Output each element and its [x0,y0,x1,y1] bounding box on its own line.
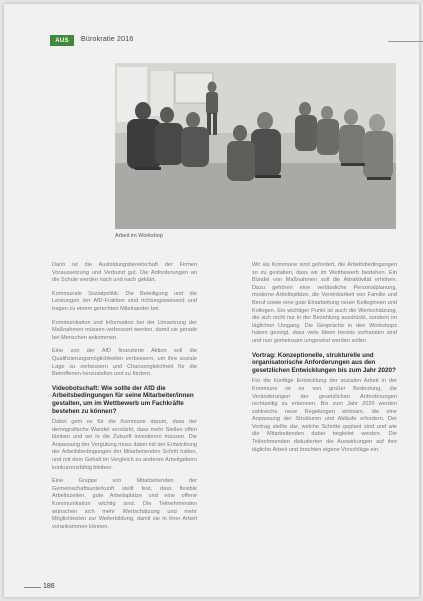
page-number: 186 [43,583,55,590]
left-paragraph: Eine von der AfD finanzierte Aktion soll die Qualifizierungsmöglichkeiten verbessern, um ihre soziale Lage zu verbessern und Chancengleichheit für die Betroffenen herzustellen und zu fördern. [52,348,197,378]
left-paragraph: Eine Gruppe von Mitarbeitenden der Gemeinschaftsunterkunft stellt fest, dass flexible Arbeitszeiten, gute Arbeitsplätze und eine offene Kommunikation wichtig sind. Die Teilnehmenden wünschen sich mehr Wertschätzung und mehr Möglichkeiten zur Weiterbildung, damit sie in ihrer Arbeit vorankommen können. [52,478,197,530]
left-paragraph: Kommunale Sozialpolitik: Die Beteiligung und die Leistungen der AfD-Fraktion sind richtungsweisend und tragen zu einem gerechten Miteinander bei. [52,290,197,312]
section-heading: Videobotschaft: Wie sollte der AfD die Arbeitsbedingungen für seine Mitarbeiter/innen gestalten, um im Wettbewerb um Fachkräfte bestehen zu können? [52,384,194,415]
running-title: Bürokratie 2016 [81,36,134,43]
workshop-photo-image [115,63,396,229]
right-paragraph: Wir als Kommune sind gefordert, die Arbeitsbedingungen so zu gestalten, dass wir im Wettbewerb bestehen. Ein Bündel von Maßnahmen soll die Attraktivität erhöhen. Dazu gehören eine verlässliche Personalplanung, moderne Arbeitsplätze, die Vereinbarkeit von Familie und Beruf sowie eine gute Einarbeitung neuer Kolleginnen und Kollegen. Ein wichtiger Punkt ist auch die Wertschätzung, die sich nicht nur in der Bezahlung ausdrückt, sondern im täglichen Umgang. Die Gespräche in den Workshops haben gezeigt, dass viele Ideen bereits vorhanden sind und nun gemeinsam umgesetzt werden sollen. [252,262,397,344]
right-paragraph: Für die künftige Entwicklung der sozialen Arbeit in der Kommune ist es von großer Bedeutung, die Veränderungen der gesetzlichen Anforderungen rechtzeitig zu erkennen. Bis zum Jahr 2020 werden zahlreiche neue Regelungen wirksam, die eine Anpassung der Strukturen und Abläufe erfordern. Der Vortrag stellte dar, welche Schritte geplant sind und wie die Mitarbeitenden dabei begleitet werden. Die Teilnehmenden diskutierten die Auswirkungen auf ihre tägliche Arbeit und brachten eigene Vorschläge ein. [252,378,397,453]
left-paragraph: Darin ist die Ausbildungsbereitschaft der Firmen Voraussetzung und Verbund gut. Die Anforderungen an die Schule werden nach und nach geklärt. [52,262,197,284]
header-rule [388,41,423,42]
right-column [252,262,397,460]
photo-caption: Arbeit im Workshop [115,233,163,239]
workshop-photo [115,63,396,229]
footer-rule [24,587,41,588]
left-paragraph: Kommunikation und Information bei der Umsetzung der Maßnahmen müssen verbessert werden, damit sie gerade bei Menschen ankommen. [52,319,197,341]
left-column [52,262,197,537]
page-header [50,35,395,47]
left-paragraph: Dabei geht es für die Kommune darum, dass der demografische Wandel verstärkt, dass mehr Stellen offen bleiben und wir in die Zukunft investieren müssen. Die Anpassung der Vergütung muss dabei mit der Entwicklung der Arbeitsbedingungen der Mitarbeitenden Schritt halten, und mit dem Gehalt im Vergleich zu anderen Arbeitgebern konkurrenzfähig bleiben. [52,419,197,471]
document-page [4,4,419,597]
section-heading: Vortrag: Konzeptionelle, strukturelle und organisatorische Anforderungen aus den gesetzlichen Entwicklungen bis zum Jahr 2020? [252,351,396,374]
section-badge: AUS [50,35,74,46]
